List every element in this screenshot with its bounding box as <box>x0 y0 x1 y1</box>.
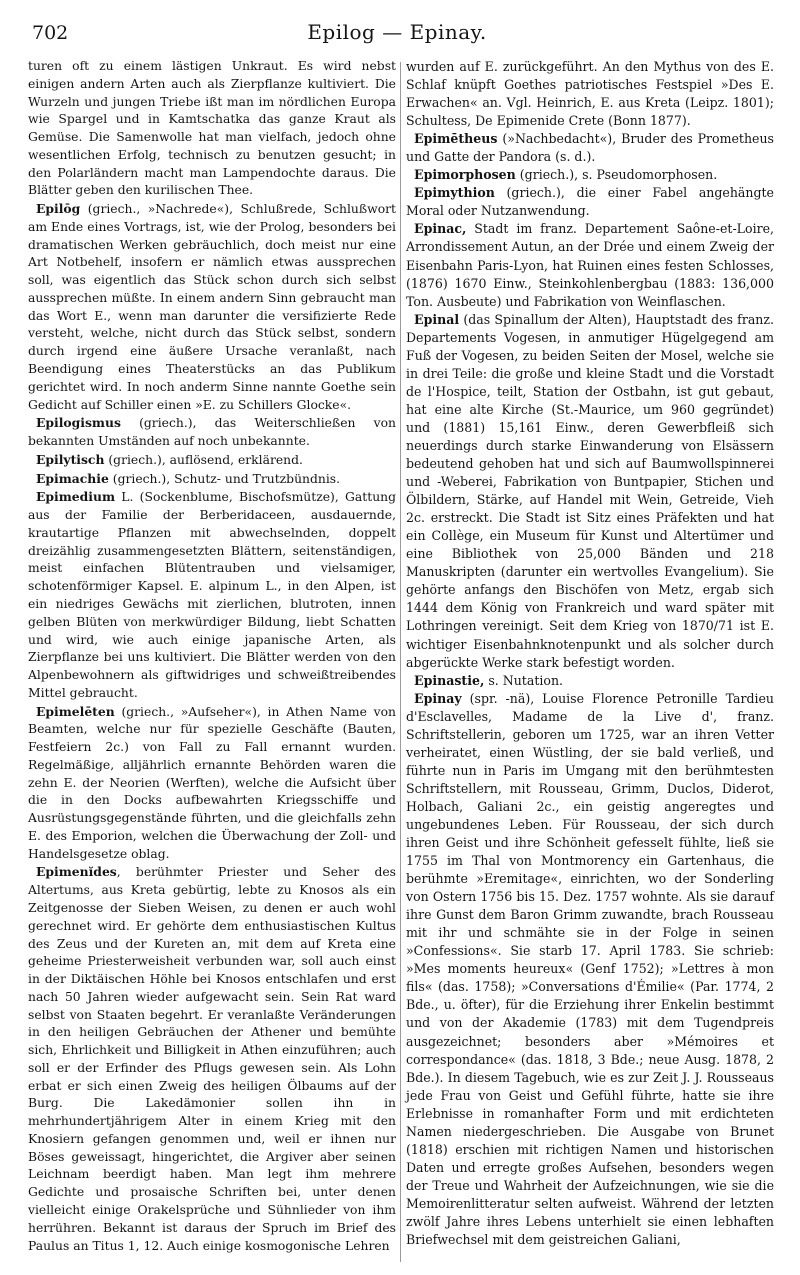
dictionary-entry <box>406 672 774 690</box>
entry-headword: Epimedium <box>36 489 115 505</box>
entry-text: (spr. -nä), Louise Florence Petronille Tardieu d'Esclavelles, Madame de la Live d', franz. Schriftstellerin, geboren um 1725, war an ihren Vetter verheiratet, einen Wüstling, der sie bald verließ, und führte nun in Paris im Umgang mit den berühmtesten Schriftstellern, mit Rousseau, Grimm, Duclos, Diderot, Holbach, Galiani 2c., ein geistig angeregtes und ungebundenes Leben. Für Rousseau, der sich durch ihren Geist und ihre Schönheit gefesselt fühlte, ließ sie 1755 im Thal von Montmorency ein Gartenhaus, die berühmte »Eremitage«, einrichten, wo der Sonderling von Ostern 1756 bis 15. Dez. 1757 wohnte. Als sie darauf ihre Gunst dem Baron Grimm zuwandte, brach Rousseau mit ihr und schmähte sie in der Folge in seinen »Confessions«. Sie starb 17. April 1783. Sie schrieb: »Mes moments heureux« (Genf 1752); »Lettres à mon fils« (das. 1758); »Conversations d'Émilie« (Par. 1774, 2 Bde., u. öfter), für die Erziehung ihrer Enkelin bestimmt und von der Akademie (1783) mit dem Tugendpreis ausgezeichnet; besonders aber »Mémoires et correspondance« (das. 1818, 3 Bde.; neue Ausg. 1878, 2 Bde.). In diesem Tagebuch, wie es zur Zeit J. J. Rousseaus jede Frau von Geist und Gefühl führte, hatte sie ihre Erlebnisse in romanhafter Form und mit erdichteten Namen niedergeschrieben. Die Ausgabe von Brunet (1818) erschien mit richtigen Namen und historischen Daten und erregte großes Aufsehen, besonders wegen der Treue und Wahrheit der Aufzeichnungen, wie sie die Memoirenlitteratur selten aufweist. Während der letzten zwölf Jahre ihres Lebens unterhielt sie einen lebhaften Briefwechsel mit dem geistreichen Galiani, <box>406 690 774 1248</box>
entry-text: Stadt im franz. Departement Saône-et-Loire, Arrondissement Autun, an der Drée und einem Zweig der Eisenbahn Paris-Lyon, hat Ruinen eines festen Schlosses, (1876) 1670 Einw., Steinkohlenbergbau (1883: 136,000 Ton. Ausbeute) und Fabrikation von Weinflaschen. <box>406 221 774 309</box>
dictionary-entry <box>406 130 774 166</box>
dictionary-entry <box>28 863 396 1255</box>
entry-text: (griech., »Aufseher«), in Athen Name von Beamten, welche nur für spezielle Geschäfte (Bauten, Festfeiern 2c.) von Fall zu Fall ernannt wurden. Regelmäßige, alljährlich ernannte Behörden waren die zehn E. der Neorien (Werften), welche die Aufsicht über die in den Docks aufbewahrten Kriegsschiffe und Ausrüstungsgegenstände führten, und die gleichfalls zehn E. des Emporion, welchen die Überwachung der Zoll- und Handelsgesetze oblag. <box>28 704 396 861</box>
running-head: Epilog — Epinay. <box>307 20 487 44</box>
entry-text: L. (Sockenblume, Bischofsmütze), Gattung aus der Familie der Berberidaceen, ausdauernde, krautartige Pflanzen mit abwechselnden, doppelt dreizählig zusammengesetzten Blättern, seitenständigen, meist einfachen Blütentrauben und vielsamiger, schotenförmiger Kapsel. E. alpinum L., in den Alpen, ist ein niedriges Gewächs mit zierlichen, blutroten, innen gelben Blüten von merkwürdiger Bildung, liebt Schatten und wird, wie auch einige japanische Arten, als Zierpflanze bei uns kultiviert. Die Blätter werden von den Alpenbewohnern als giftwidriges und schweißtreibendes Mittel gebraucht. <box>28 490 396 700</box>
dictionary-entry <box>406 311 774 672</box>
entry-headword: Epimorphosen <box>414 167 516 183</box>
dictionary-entry <box>28 703 396 864</box>
entry-text: (griech., »Nachrede«), Schlußrede, Schlußwort am Ende eines Vortrags, ist, wie der Prolog, besonders bei dramatischen Werken gebräuchlich, doch meist nur eine Art Notbehelf, insofern er nämlich etwas aussprechen soll, was eigentlich das Stück schon durch sich selbst aussprechen müßte. In einem andern Sinn gebraucht man das Wort E., wenn man darunter die versifizierte Rede versteht, welche, nicht durch das Stück selbst, sondern durch irgend eine äußere Ursache veranlaßt, nach Beendigung eines Theaterstücks an das Publikum gerichtet wird. In noch anderm Sinne nannte Goethe sein Gedicht auf Schiller einen »E. zu Schillers Glocke«. <box>28 202 396 412</box>
entry-text: (»Nachbedacht«), Bruder des Prometheus und Gatte der Pandora (s. d.). <box>406 131 774 165</box>
dictionary-entry <box>28 414 396 451</box>
entry-headword: Epimelēten <box>36 703 115 719</box>
entry-headword: Epinastie, <box>414 672 485 688</box>
entry-text: wurden auf E. zurückgeführt. An den Mythus von des E. Schlaf knüpft Goethes patriotisches Festspiel »Des E. Erwachen« an. Vgl. Heinrich, E. aus Kreta (Leipz. 1801); Schultess, De Epimenide Crete (Bonn 1877). <box>406 59 774 129</box>
left-column <box>28 58 396 1268</box>
page-number: 702 <box>32 22 69 44</box>
entry-headword: Epimythion <box>414 185 495 201</box>
entry-text: , berühmter Priester und Seher des Altertums, aus Kreta gebürtig, lebte zu Knosos als ein Zeitgenosse der Sieben Weisen, zu denen er auch wohl gerechnet wird. Er gehörte dem enthusiastischen Kultus des Zeus und der Kureten an, mit dem auf Kreta eine geheime Priesterweisheit verbunden war, soll auch einst in der Diktäischen Höhle bei Knosos entschlafen und erst nach 50 Jahren wieder aufgewacht sein. Sein Rat ward selbst von Staaten begehrt. Er veranlaßte Veränderungen in den heiligen Gebräuchen der Athener und bemühte sich, Ehrlichkeit und Billigkeit in Athen einzuführen; auch soll er der Erfinder des Pflugs gewesen sein. Als Lohn erbat er sich einen Zweig des heiligen Ölbaums auf der Burg. Die Lakedämonier sollen ihn in mehrhundertjährigem Alter in einem Krieg mit den Knosiern gefangen genommen und, weil er ihnen nur Böses geweissagt, hingerichtet, die Argiver aber seinen Leichnam beerdigt haben. Man legt ihm mehrere Gedichte und prosaische Schriften bei, unter denen vielleicht einige Orakelsprüche und Sühnlieder von ihm herrühren. Bekannt ist daraus der Spruch im Brief des Paulus an Titus 1, 12. Auch einige kosmogonische Lehren <box>28 865 396 1253</box>
dictionary-entry <box>406 690 774 1249</box>
dictionary-entry <box>28 488 396 702</box>
entry-headword: Epilogismus <box>36 415 121 431</box>
page-header <box>26 18 768 48</box>
dictionary-entry <box>28 451 396 470</box>
dictionary-entry <box>28 58 396 200</box>
entry-text: (griech.), Schutz- und Trutzbündnis. <box>108 471 341 486</box>
dictionary-entry <box>406 166 774 184</box>
entry-text: (griech.), s. Pseudomorphosen. <box>515 167 718 183</box>
entry-headword: Epimētheus <box>414 131 498 147</box>
entry-text: (griech.), die einer Fabel angehängte Moral oder Nutzanwendung. <box>406 185 774 219</box>
entry-headword: Epinay <box>414 690 462 706</box>
entry-text: (das Spinallum der Alten), Hauptstadt des franz. Departements Vogesen, in anmutiger Hügelgegend am Fuß der Vogesen, zu beiden Seiten der Mosel, welche sie in drei Teile: die große und kleine Stadt und die Vorstadt de l'Hospice, teilt, Station der Ostbahn, ist gut gebaut, hat eine alte Kirche (St.-Maurice, um 960 gegründet) und (1881) 15,161 Einw., deren Gewerbfleiß sich neuerdings durch starke Einwanderung von Elsässern bedeutend gehoben hat und sich auf Baumwollspinnerei und -Weberei, Fabrikation von Buntpapier, Stichen und Ölbildern, Stärke, auf Handel mit Wein, Getreide, Vieh 2c. erstreckt. Die Stadt ist Sitz eines Präfekten und hat ein Collège, ein Museum für Kunst und Altertümer und eine Bibliothek von 25,000 Bänden und 218 Manuskripten (darunter ein wertvolles Evangelium). Sie gehörte anfangs den Bischöfen von Metz, ergab sich 1444 dem König von Frankreich und ward später mit Lothringen vereinigt. Seit dem Krieg von 1870/71 ist E. wichtiger Eisenbahnknotenpunkt und als solcher durch abgerückte Werke stark befestigt worden. <box>406 311 774 670</box>
entry-text: turen oft zu einem lästigen Unkraut. Es wird nebst einigen andern Arten auch als Zierpflanze kultiviert. Die Wurzeln und jungen Triebe ißt man im nördlichen Europa wie Spargel und in Kamtschatka das ganze Kraut als Gemüse. Die Samenwolle hat man vielfach, jedoch ohne wesentlichen Erfolg, technisch zu benutzen gesucht; in den Polarländern macht man Lampendochte daraus. Die Blätter geben den kurilischen Thee. <box>28 59 396 198</box>
entry-headword: Epilōg <box>36 201 81 217</box>
entry-text: (griech.), auflösend, erklärend. <box>104 452 303 467</box>
entry-headword: Epilytisch <box>36 451 105 467</box>
dictionary-entry <box>28 200 396 414</box>
right-column <box>406 58 774 1268</box>
entry-headword: Epinac, <box>414 221 467 237</box>
column-divider <box>400 62 401 1262</box>
entry-headword: Epimachie <box>36 470 109 486</box>
entry-headword: Epinal <box>414 311 460 327</box>
dictionary-entry <box>406 58 774 130</box>
entry-headword: Epimenĭdes <box>36 864 117 880</box>
dictionary-entry <box>406 220 774 310</box>
dictionary-entry <box>406 184 774 220</box>
entry-text: s. Nutation. <box>484 672 564 688</box>
entry-text: (griech.), das Weiterschließen von bekannten Umständen auf noch unbekannte. <box>28 416 396 449</box>
dictionary-entry <box>28 470 396 489</box>
